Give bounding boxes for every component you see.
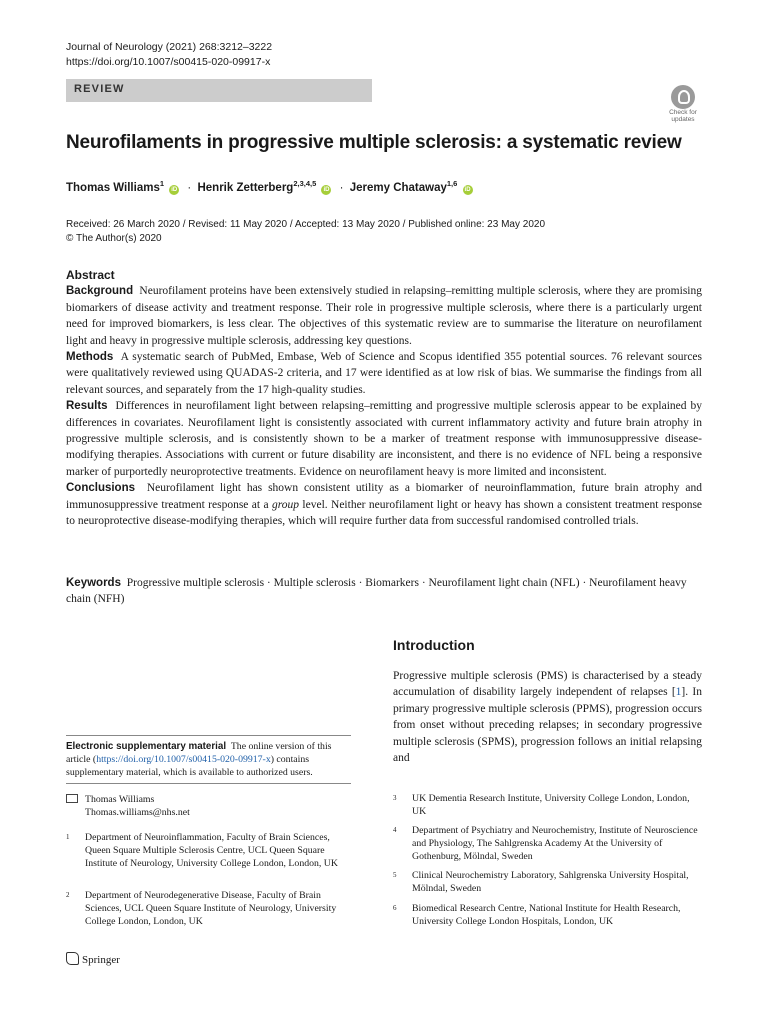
publisher-name: Springer — [82, 954, 120, 966]
introduction-paragraph — [393, 668, 702, 766]
author-name[interactable]: Jeremy Chataway — [349, 181, 447, 194]
methods-text: A systematic search of PubMed, Embase, Web of Science and Scopus identified 355 potential sources. 76 relevant sources were qualitatively reviewed using QUADAS-2 criteria, and 17 were identified as at low risk of bias. We summarise the findings from all relevant sources, and separately from the 17 high-quality studies. — [66, 351, 702, 396]
author-separator: · — [339, 181, 344, 194]
affiliation-item — [393, 902, 702, 930]
abstract-results — [66, 398, 702, 480]
orcid-icon[interactable]: iD — [323, 186, 330, 193]
affiliation-text: Department of Psychiatry and Neurochemistry, Institute of Neuroscience and Physiology, The Sahlgrenska Academy At the University of Gothenburg, Mölndal, Sweden — [412, 825, 698, 862]
conclusions-label: Conclusions — [66, 482, 136, 495]
conclusions-text-pre: Neurofilament light has shown consistent utility as a biomarker of neuroinflammation, future brain atrophy and immunosuppressive treatment response at a — [66, 482, 703, 511]
corresponding-email[interactable]: Thomas.williams@nhs.net — [85, 807, 190, 818]
abstract-methods — [66, 349, 702, 398]
author-name[interactable]: Thomas Williams — [66, 181, 160, 194]
esm-link[interactable]: https://doi.org/10.1007/s00415-020-09917-x — [96, 754, 271, 766]
author-affil: 1,6 — [446, 179, 458, 188]
article-type-label: REVIEW — [74, 83, 125, 95]
dates-block — [66, 218, 545, 246]
affiliation-item — [66, 831, 351, 886]
esm-text-post: ) contains supplementary material, which is available to authorized users. — [66, 754, 313, 779]
background-label: Background — [66, 285, 134, 298]
author-name[interactable]: Henrik Zetterberg — [197, 181, 294, 194]
affiliation-number: 1 — [66, 833, 70, 841]
orcid-icon[interactable]: iD — [171, 186, 178, 193]
copyright: © The Author(s) 2020 — [66, 233, 162, 244]
affiliation-number: 4 — [393, 826, 397, 834]
affiliation-item — [66, 889, 351, 931]
introduction-heading: Introduction — [393, 637, 475, 653]
results-label: Results — [66, 400, 108, 413]
check-for-updates-icon — [671, 85, 695, 109]
orcid-icon[interactable]: iD — [464, 186, 471, 193]
correspondence — [66, 793, 351, 821]
conclusions-text-post: level. Neither neurofilament light or heavy has shown a consistent treatment response to neuroprotective disease-modifying therapies, which will require further data from successful randomised controlled trials. — [66, 498, 703, 528]
journal-header — [66, 40, 272, 70]
author-list — [66, 179, 475, 195]
author-affil: 2,3,4,5 — [293, 179, 317, 188]
affiliation-item — [393, 824, 702, 866]
affiliation-number: 5 — [393, 871, 397, 879]
affiliation-item — [393, 792, 702, 820]
esm-label: Electronic supplementary material — [66, 741, 227, 752]
supplementary-note — [66, 740, 351, 780]
check-for-updates-badge[interactable] — [664, 85, 702, 123]
abstract-conclusions — [66, 480, 702, 529]
article-title: Neurofilaments in progressive multiple sclerosis: a systematic review — [66, 132, 682, 153]
corresponding-author: Thomas Williams — [85, 794, 155, 805]
background-text: Neurofilament proteins have been extensively studied in relapsing–remitting multiple sclerosis, where they are promising biomarkers of disease activity and treatment response. Their role in progressive multiple sclerosis, where there is a particularly urgent need for improved biomarkers, is less clear. The objectives of this systematic review are to summarise the literature on neurofilament light and heavy in progressive multiple sclerosis, addressing key questions. — [66, 285, 702, 347]
affiliation-text: Department of Neuroinflammation, Faculty of Brain Sciences, Queen Square Multiple Sclerosis Centre, UCL Queen Square Institute of Neurology, University College London, London, UK — [85, 832, 338, 869]
badge-line1: Check for — [669, 109, 697, 116]
author-affil: 1 — [159, 179, 165, 188]
results-text: Differences in neurofilament light between relapsing–remitting and progressive multiple sclerosis appear to be explained by differences in covariates. Neurofilament light is consistently associated with current inflammatory activity and future brain atrophy in progressive multiple sclerosis, and is consistently shown to be a marker of treatment response with immunosuppressive disease-modifying therapies. Associations with current or future disability are inconsistent, and there is no evidence of NFL being a responsive marker of purportedly neuroprotective treatments. Evidence on neurofilament heavy is more limited and inconsistent. — [66, 400, 703, 478]
affiliation-text: Clinical Neurochemistry Laboratory, Sahlgrenska University Hospital, Mölndal, Sweden — [412, 870, 689, 894]
keywords — [66, 575, 702, 607]
keywords-label: Keywords — [66, 577, 121, 589]
publisher-footer — [66, 952, 120, 966]
abstract-background — [66, 283, 702, 349]
intro-text-post: ]. In primary progressive multiple sclerosis (PPMS), progression occurs from onset without preceding relapses; in secondary progressive multiple sclerosis (SPMS), progression follows an initial relapsing and — [393, 686, 702, 765]
intro-text-pre: Progressive multiple sclerosis (PMS) is characterised by a steady accumulation of disability largely independent of relapses [ — [393, 670, 702, 699]
conclusions-emphasis: group — [271, 498, 300, 511]
author-separator: · — [187, 181, 192, 194]
affiliation-text: Department of Neurodegenerative Disease, Faculty of Brain Sciences, UCL Queen Square Institute of Neurology, University College London, London, UK — [85, 890, 337, 927]
affiliation-text: Biomedical Research Centre, National Institute for Health Research, University College London Hospitals, London, UK — [412, 903, 681, 927]
article-type-bar — [66, 79, 372, 102]
history-dates: Received: 26 March 2020 / Revised: 11 May 2020 / Accepted: 13 May 2020 / Published online: 23 May 2020 — [66, 219, 545, 230]
affiliation-item — [393, 869, 702, 897]
affiliation-number: 3 — [393, 794, 397, 802]
reference-link[interactable]: 1 — [675, 686, 682, 699]
methods-label: Methods — [66, 351, 114, 364]
affiliation-divider — [66, 783, 351, 784]
abstract-heading: Abstract — [66, 268, 115, 282]
keywords-text: Progressive multiple sclerosis · Multiple sclerosis · Biomarkers · Neurofilament light chain (NFL) · Neurofilament heavy chain (NFH) — [66, 577, 687, 605]
springer-logo-icon — [66, 952, 79, 965]
journal-citation: Journal of Neurology (2021) 268:3212–3222 — [66, 41, 273, 53]
badge-line2: updates — [671, 116, 695, 123]
affiliation-number: 2 — [66, 891, 70, 899]
doi-link[interactable]: https://doi.org/10.1007/s00415-020-09917-x — [66, 56, 271, 68]
affiliation-number: 6 — [393, 904, 397, 912]
abstract — [66, 267, 702, 530]
footnote-divider — [66, 735, 351, 736]
envelope-icon — [66, 794, 78, 808]
affiliation-text: UK Dementia Research Institute, University College London, London, UK — [412, 793, 690, 817]
esm-text-pre: The online version of this article ( — [66, 741, 332, 766]
